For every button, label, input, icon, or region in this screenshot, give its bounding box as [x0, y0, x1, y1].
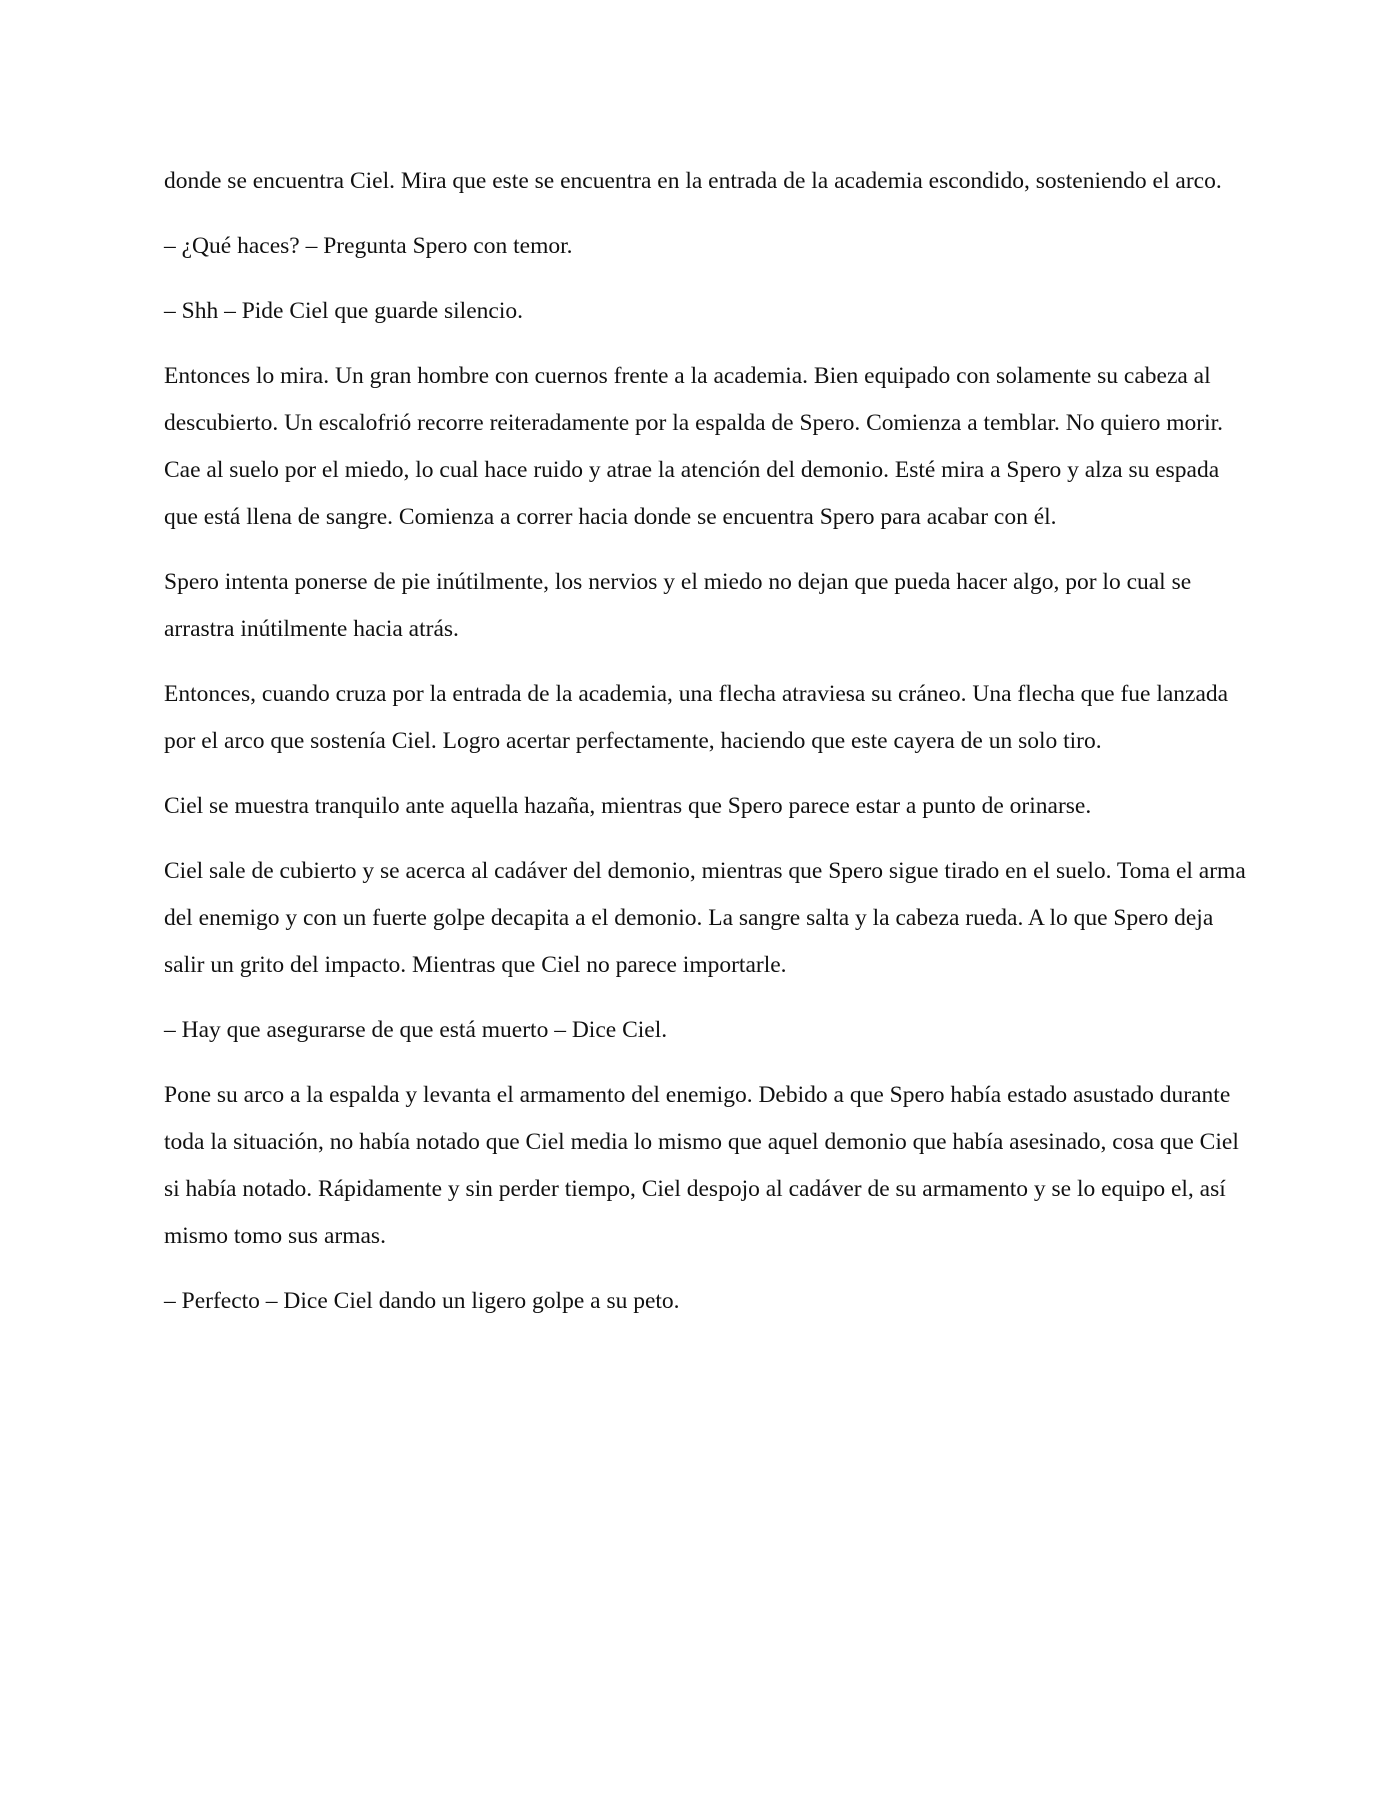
document-page: [164, 158, 1249, 1343]
paragraph-1: donde se encuentra Ciel. Mira que este se encuentra en la entrada de la academia escondido, sosteniendo el arco.: [164, 168, 1222, 194]
dialogue-line-3: – Hay que asegurarse de que está muerto – Dice Ciel.: [164, 1017, 668, 1043]
dialogue-line-1: – ¿Qué haces? – Pregunta Spero con temor.: [164, 233, 573, 259]
paragraph-3: Spero intenta ponerse de pie inútilmente, los nervios y el miedo no dejan que pueda hacer algo, por lo cual se arrastra inútilmente hacia atrás.: [164, 569, 1192, 642]
dialogue-line-4: – Perfecto – Dice Ciel dando un ligero golpe a su peto.: [164, 1288, 680, 1314]
paragraph-5: Ciel se muestra tranquilo ante aquella hazaña, mientras que Spero parece estar a punto de orinarse.: [164, 793, 1092, 819]
paragraph-7: Pone su arco a la espalda y levanta el armamento del enemigo. Debido a que Spero había estado asustado durante toda la situación, no había notado que Ciel media lo mismo que aquel demonio que había asesinado, cosa que Ciel si había notado. Rápidamente y sin perder tiempo, Ciel despojo al cadáver de su armamento y se lo equipo el, así mismo tomo sus armas.: [164, 1082, 1239, 1249]
paragraph-4: Entonces, cuando cruza por la entrada de la academia, una flecha atraviesa su cráneo. Una flecha que fue lanzada por el arco que sostenía Ciel. Logro acertar perfectamente, haciendo que este cayera de un solo tiro.: [164, 681, 1229, 754]
paragraph-6: Ciel sale de cubierto y se acerca al cadáver del demonio, mientras que Spero sigue tirado en el suelo. Toma el arma del enemigo y con un fuerte golpe decapita a el demonio. La sangre salta y la cabeza rueda. A lo que Spero deja salir un grito del impacto. Mientras que Ciel no parece importarle.: [164, 858, 1246, 978]
dialogue-line-2: – Shh – Pide Ciel que guarde silencio.: [164, 298, 523, 324]
paragraph-2: Entonces lo mira. Un gran hombre con cuernos frente a la academia. Bien equipado con solamente su cabeza al descubierto. Un escalofrió recorre reiteradamente por la espalda de Spero. Comienza a temblar. No quiero morir. Cae al suelo por el miedo, lo cual hace ruido y atrae la atención del demonio. Esté mira a Spero y alza su espada que está llena de sangre. Comienza a correr hacia donde se encuentra Spero para acabar con él.: [164, 363, 1224, 530]
